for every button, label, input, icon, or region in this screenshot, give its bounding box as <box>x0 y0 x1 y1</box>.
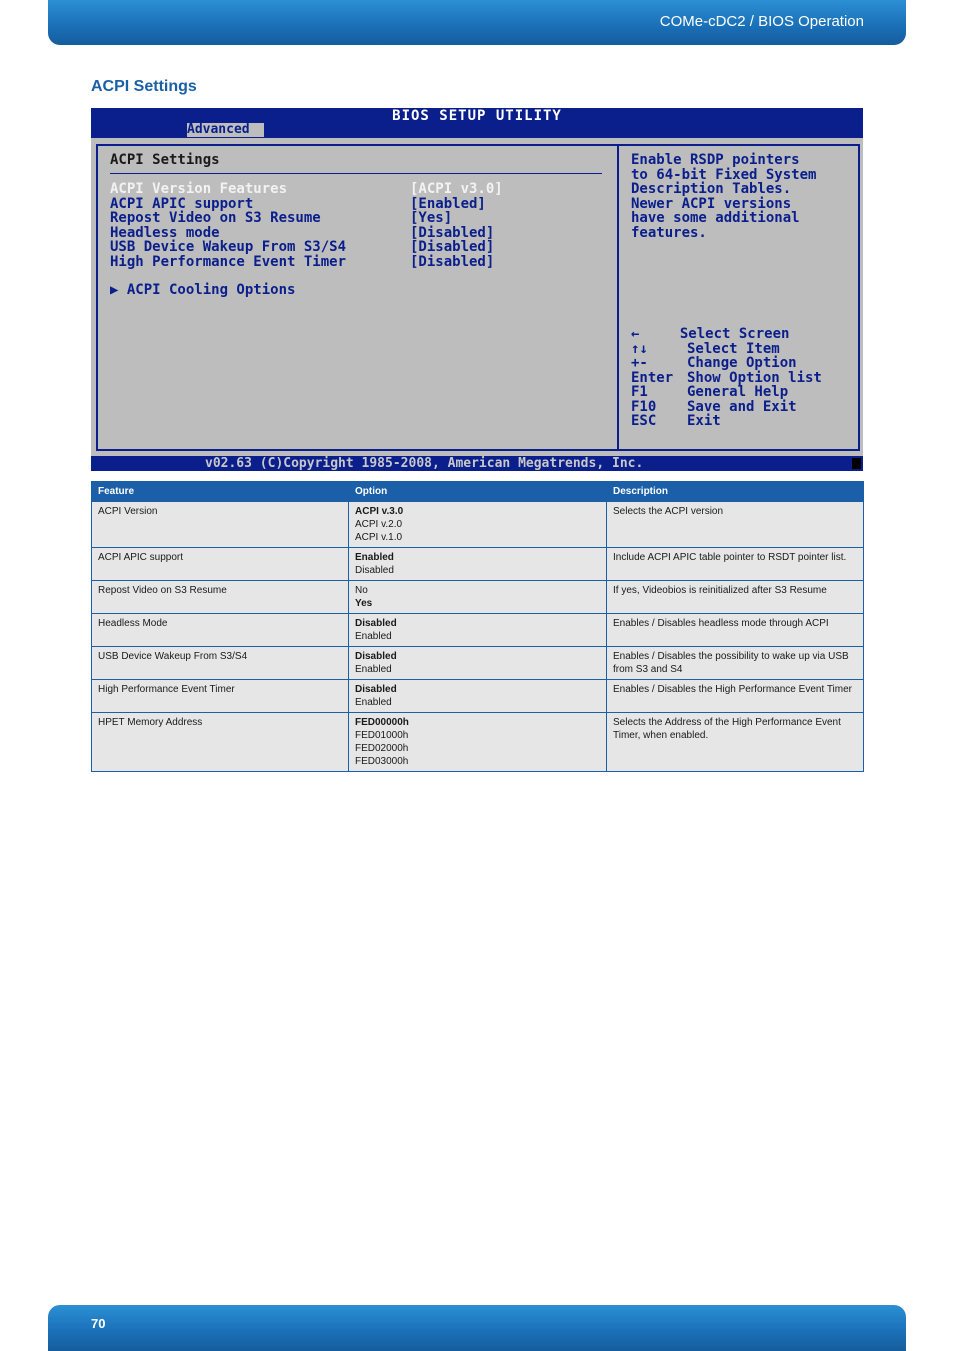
option-cell <box>349 502 607 548</box>
bios-setting-row[interactable] <box>110 255 615 270</box>
bios-key: F10 <box>631 398 657 415</box>
default-option: Enabled <box>355 552 394 563</box>
bios-status-bar <box>91 456 863 471</box>
bios-key-description: Select Screen <box>663 326 790 342</box>
bios-key-legend-row <box>631 342 856 357</box>
bios-key: ↑↓ <box>631 340 648 357</box>
default-option: Disabled <box>355 618 397 629</box>
bios-key: F1 <box>631 384 648 400</box>
option-value: Enabled <box>355 631 392 642</box>
table-row <box>92 713 864 772</box>
option-cell <box>349 713 607 772</box>
feature-cell: HPET Memory Address <box>92 713 349 772</box>
option-value: ACPI v.1.0 <box>355 532 403 543</box>
bios-setting-label: Repost Video on S3 Resume <box>110 210 321 226</box>
option-value: Enabled <box>355 664 392 675</box>
bios-setting-value[interactable]: [Disabled] <box>410 253 495 270</box>
option-cell <box>349 647 607 680</box>
bios-key: ← <box>631 326 640 342</box>
bios-screenshot <box>91 108 863 471</box>
bios-key-legend-row <box>631 327 856 342</box>
bios-help-text: Description Tables. <box>631 181 792 197</box>
bios-help-text: Newer ACPI versions <box>631 195 792 212</box>
feature-cell: Repost Video on S3 Resume <box>92 581 349 614</box>
bios-key-description: Show Option list <box>687 369 822 386</box>
bios-settings-panel <box>96 144 619 451</box>
bios-setting-label: USB Device Wakeup From S3/S4 <box>110 239 347 255</box>
column-header-feature: Feature <box>92 482 349 502</box>
bios-setting-value[interactable]: [Enabled] <box>410 195 486 212</box>
section-title: ACPI Settings <box>91 78 197 95</box>
bios-key-description: General Help <box>687 384 789 400</box>
bios-help-panel <box>617 144 860 451</box>
cursor-block <box>852 458 861 469</box>
feature-cell: ACPI APIC support <box>92 548 349 581</box>
default-option: ACPI v.3.0 <box>355 506 404 517</box>
option-value: FED01000h <box>355 730 409 741</box>
bios-divider <box>110 173 602 174</box>
bios-setting-value[interactable]: [ACPI v3.0] <box>410 181 503 197</box>
feature-cell: USB Device Wakeup From S3/S4 <box>92 647 349 680</box>
default-option: Yes <box>355 598 373 609</box>
option-cell <box>349 581 607 614</box>
bios-setting-row[interactable] <box>110 182 615 197</box>
bios-key: Enter <box>631 369 674 386</box>
bios-setting-label: Headless mode <box>110 224 220 241</box>
bios-setting-value[interactable]: [Disabled] <box>410 224 495 241</box>
table-row <box>92 502 864 548</box>
option-value: No <box>355 585 368 596</box>
description-cell: If yes, Videobios is reinitialized after S3 Resume <box>607 581 864 614</box>
bios-setting-label: ACPI Version Features <box>110 181 288 197</box>
bios-key-description: Exit <box>687 413 721 429</box>
feature-cell: ACPI Version <box>92 502 349 548</box>
default-option: Disabled <box>355 651 397 662</box>
bios-help-text: features. <box>631 224 707 241</box>
page-header-bar <box>48 0 906 45</box>
bios-key-description: Save and Exit <box>687 398 797 415</box>
bios-copyright: v02.63 (C)Copyright 1985-2008, American Megatrends, Inc. <box>205 456 644 471</box>
feature-cell: High Performance Event Timer <box>92 680 349 713</box>
bios-panel-heading: ACPI Settings <box>110 152 220 168</box>
page-footer-bar <box>48 1305 906 1351</box>
description-cell: Selects the ACPI version <box>607 502 864 548</box>
description-cell: Enables / Disables the High Performance Event Timer <box>607 680 864 713</box>
table-row <box>92 680 864 713</box>
bios-key-legend-row <box>631 414 856 429</box>
table-row <box>92 614 864 647</box>
bios-setting-row[interactable] <box>110 240 615 255</box>
option-value: FED02000h <box>355 743 409 754</box>
option-value: FED03000h <box>355 756 409 767</box>
default-option: FED00000h <box>355 717 409 728</box>
bios-submenu-acpi-cooling[interactable]: ▶ ACPI Cooling Options <box>110 282 296 298</box>
table-row <box>92 581 864 614</box>
bios-key-description: Select Item <box>687 340 780 357</box>
description-cell: Enables / Disables headless mode through ACPI <box>607 614 864 647</box>
bios-setting-value[interactable]: [Disabled] <box>410 239 495 255</box>
bios-key-description: Change Option <box>687 355 797 371</box>
column-header-option: Option <box>349 482 607 502</box>
option-cell <box>349 614 607 647</box>
bios-key: ESC <box>631 413 657 429</box>
bios-help-text: have some additional <box>631 210 800 226</box>
description-cell: Selects the Address of the High Performance Event Timer, when enabled. <box>607 713 864 772</box>
table-header-row <box>92 482 864 502</box>
option-value: Disabled <box>355 565 394 576</box>
bios-key: +- <box>631 355 648 371</box>
bios-setting-value[interactable]: [Yes] <box>410 210 453 226</box>
settings-table <box>91 481 864 772</box>
description-cell: Include ACPI APIC table pointer to RSDT pointer list. <box>607 548 864 581</box>
table-row <box>92 548 864 581</box>
bios-help-text: Enable RSDP pointers <box>631 152 800 168</box>
bios-help-text: to 64-bit Fixed System <box>631 166 817 183</box>
page-number: 70 <box>91 1316 106 1331</box>
option-cell <box>349 548 607 581</box>
bios-setting-label: ACPI APIC support <box>110 195 254 212</box>
column-header-description: Description <box>607 482 864 502</box>
description-cell: Enables / Disables the possibility to wake up via USB from S3 and S4 <box>607 647 864 680</box>
option-cell <box>349 680 607 713</box>
bios-key-legend-row <box>631 385 856 400</box>
document-title: COMe-cDC2 / BIOS Operation <box>659 13 864 30</box>
bios-key-legend-row <box>631 371 856 386</box>
bios-setting-label: High Performance Event Timer <box>110 253 347 270</box>
bios-title-bar <box>91 108 863 138</box>
option-value: ACPI v.2.0 <box>355 519 403 530</box>
bios-setting-row[interactable] <box>110 211 615 226</box>
bios-key-legend-row <box>631 400 856 415</box>
bios-title: BIOS SETUP UTILITY <box>392 108 562 124</box>
feature-cell: Headless Mode <box>92 614 349 647</box>
bios-tab-advanced[interactable]: Advanced <box>187 123 264 137</box>
option-value: Enabled <box>355 697 392 708</box>
default-option: Disabled <box>355 684 397 695</box>
table-row <box>92 647 864 680</box>
bios-key-legend-row <box>631 356 856 371</box>
